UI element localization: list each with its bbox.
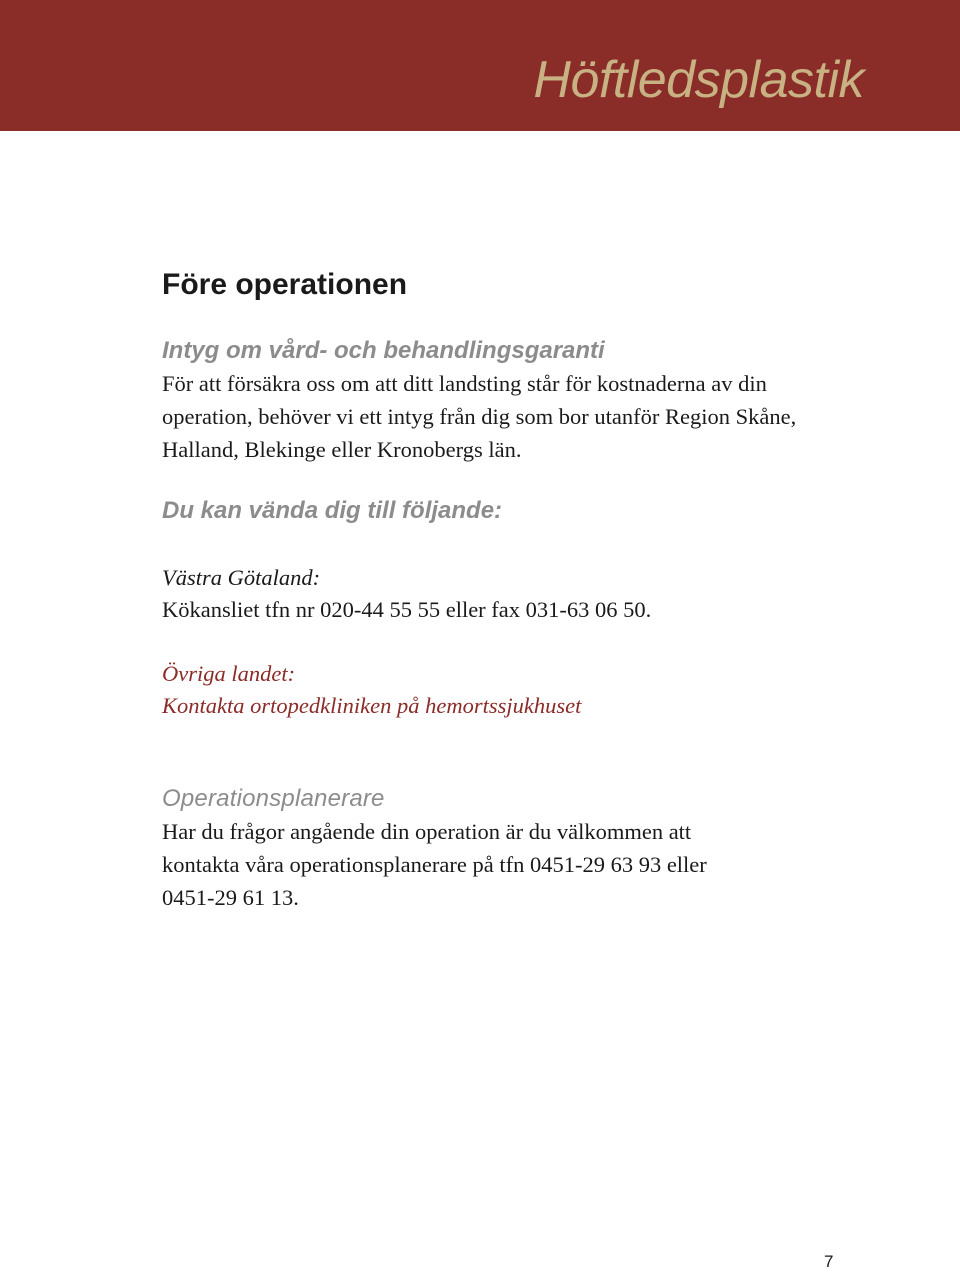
header-banner xyxy=(0,0,960,131)
paragraph-line: Halland, Blekinge eller Kronobergs län. xyxy=(162,437,522,462)
vastra-gotaland-label: Västra Götaland: xyxy=(162,565,321,590)
paragraph-line: kontakta våra operationsplanerare på tfn 0451-29 63 93 eller xyxy=(162,852,707,877)
planerare-heading: Operationsplanerare xyxy=(162,785,385,812)
intyg-paragraph xyxy=(162,367,882,466)
intyg-heading: Intyg om vård- och behandlingsgaranti xyxy=(162,337,605,364)
paragraph-line: 0451-29 61 13. xyxy=(162,885,299,910)
ovriga-landet-label: Övriga landet: xyxy=(162,661,296,686)
vastra-gotaland-text xyxy=(162,593,882,626)
contacts-heading: Du kan vända dig till följande: xyxy=(162,497,503,524)
page-number: 7 xyxy=(824,1252,834,1271)
document-title: Höftledsplastik xyxy=(533,51,864,109)
paragraph-line: Har du frågor angående din operation är du välkommen att xyxy=(162,819,692,844)
ovriga-landet-text: Kontakta ortopedkliniken på hemortssjukhuset xyxy=(162,693,582,718)
planerare-paragraph xyxy=(162,815,882,914)
paragraph-line: operation, behöver vi ett intyg från dig som bor utanför Region Skåne, xyxy=(162,404,797,429)
section-heading: Före operationen xyxy=(162,268,408,301)
paragraph-line: Kökansliet tfn nr 020-44 55 55 eller fax 031-63 06 50. xyxy=(162,597,652,622)
paragraph-line: För att försäkra oss om att ditt landsting står för kostnaderna av din xyxy=(162,371,767,396)
